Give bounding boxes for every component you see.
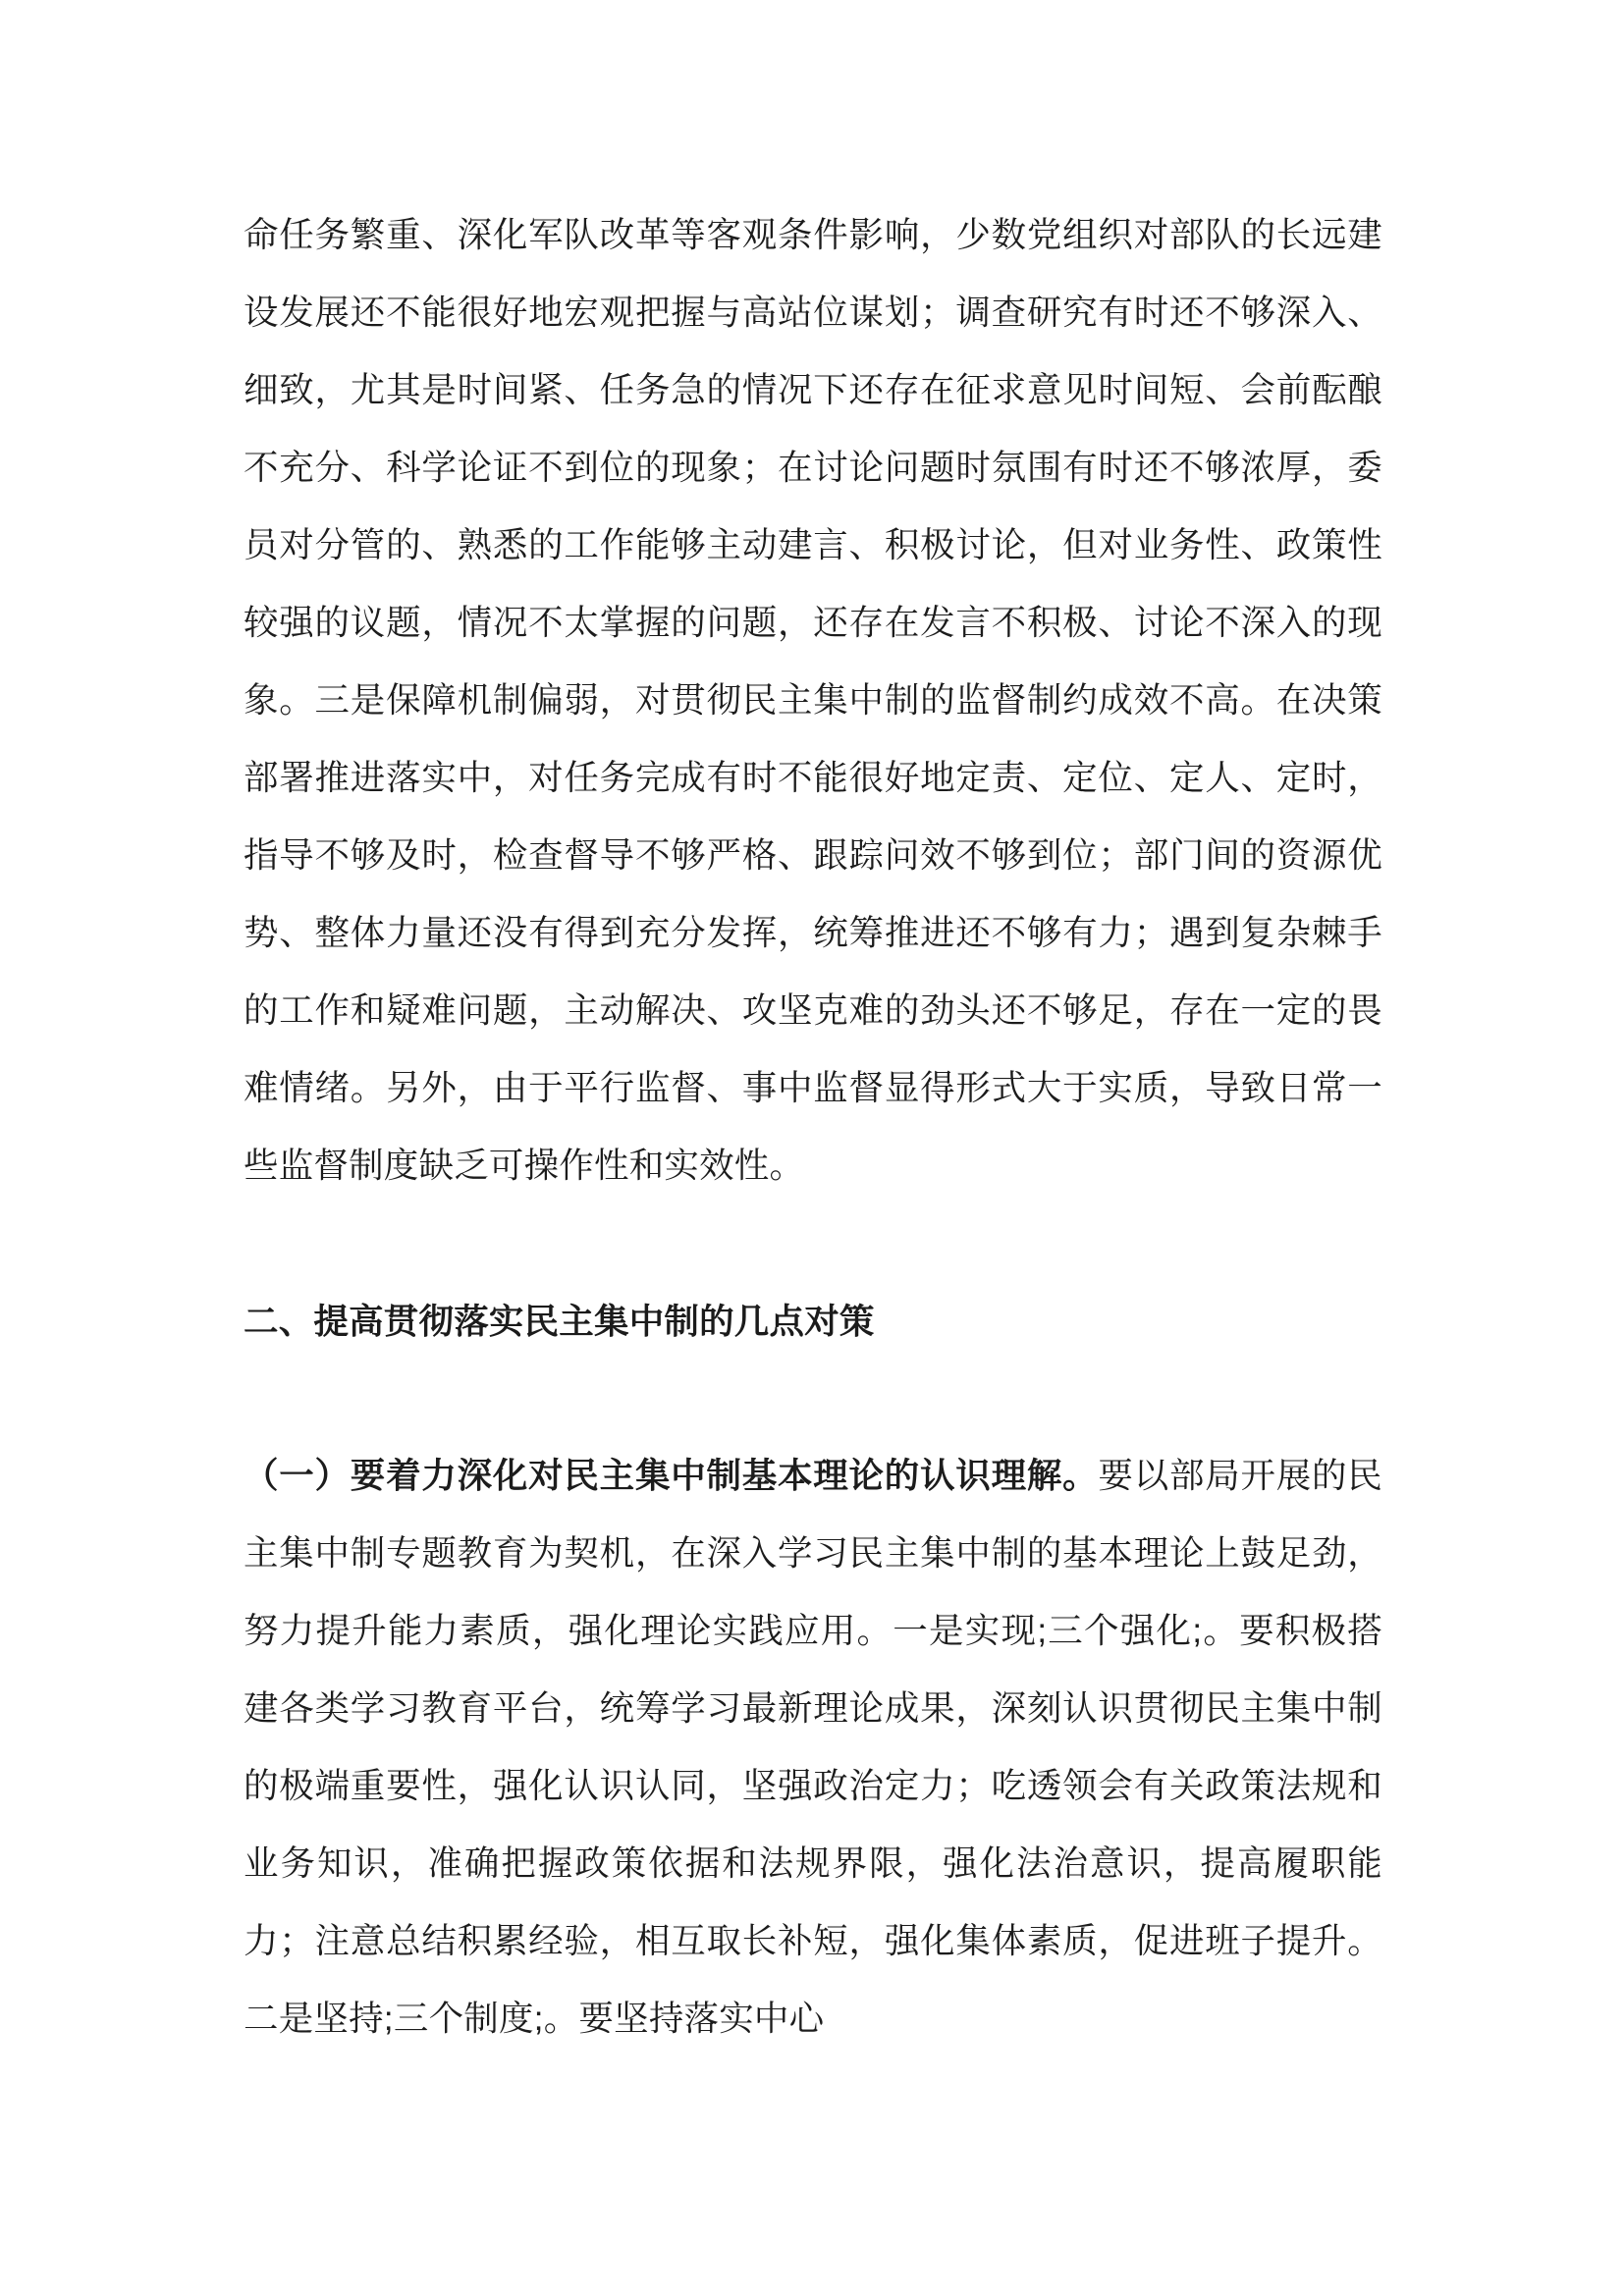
- page-content-column: [244, 196, 1382, 2057]
- body-paragraph-continuation: 命任务繁重、深化军队改革等客观条件影响，少数党组织对部队的长远建设发展还不能很好地宏观把握与高站位谋划；调查研究有时还不够深入、细致，尤其是时间紧、任务急的情况下还存在征求意见时间短、会前酝酿不充分、科学论证不到位的现象；在讨论问题时氛围有时还不够浓厚，委员对分管的、熟悉的工作能够主动建言、积极讨论，但对业务性、政策性较强的议题，情况不太掌握的问题，还存在发言不积极、讨论不深入的现象。三是保障机制偏弱，对贯彻民主集中制的监督制约成效不高。在决策部署推进落实中，对任务完成有时不能很好地定责、定位、定人、定时，指导不够及时，检查督导不够严格、跟踪问效不够到位；部门间的资源优势、整体力量还没有得到充分发挥，统筹推进还不够有力；遇到复杂棘手的工作和疑难问题，主动解决、攻坚克难的劲头还不够足，存在一定的畏难情绪。另外，由于平行监督、事中监督显得形式大于实质，导致日常一些监督制度缺乏可操作性和实效性。: [244, 215, 1382, 1185]
- subsection-paragraph-one: [244, 1437, 1382, 2057]
- paragraph-gap: [244, 1204, 1382, 1283]
- heading-gap: [244, 1361, 1382, 1437]
- section-heading-two: 二、提高贯彻落实民主集中制的几点对策: [244, 1302, 875, 1341]
- subsection-lead-sentence: （一）要着力深化对民主集中制基本理论的认识理解。: [244, 1456, 1099, 1495]
- subsection-body-text: 要以部局开展的民主集中制专题教育为契机，在深入学习民主集中制的基本理论上鼓足劲，努力提升能力素质，强化理论实践应用。一是实现;三个强化;。要积极搭建各类学习教育平台，统筹学习最新理论成果，深刻认识贯彻民主集中制的极端重要性，强化认识认同，坚强政治定力；吃透领会有关政策法规和业务知识，准确把握政策依据和法规界限，强化法治意识，提高履职能力；注意总结积累经验，相互取长补短，强化集体素质，促进班子提升。二是坚持;三个制度;。要坚持落实中心: [244, 1456, 1382, 2038]
